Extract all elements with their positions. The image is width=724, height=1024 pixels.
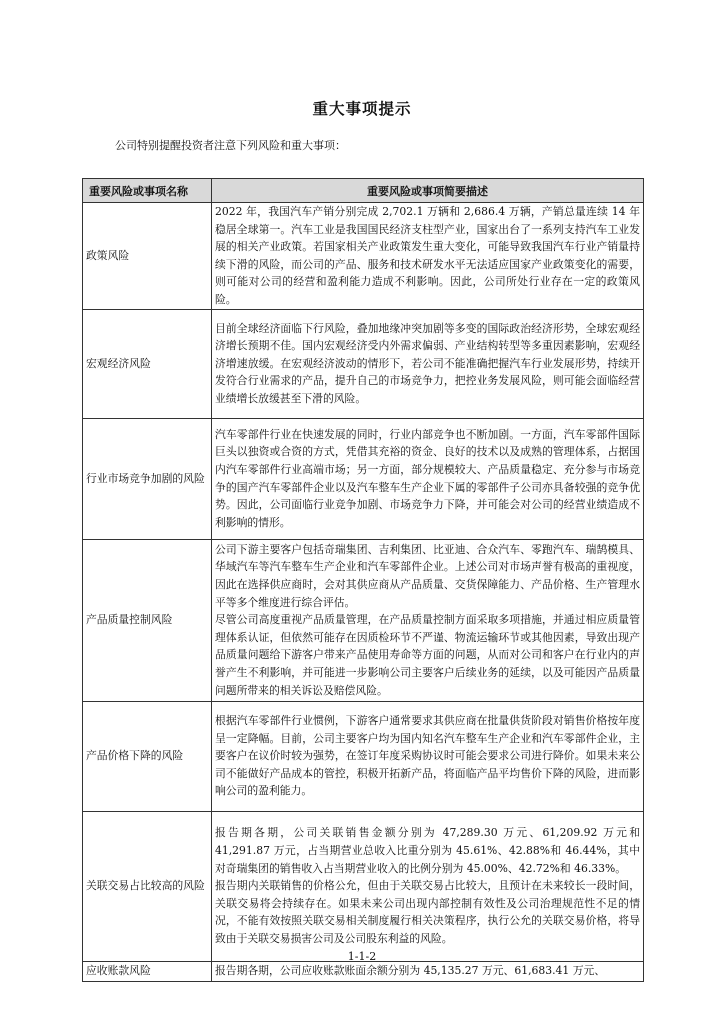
table-header-row [83, 179, 644, 203]
description-paragraph: 2022 年，我国汽车产销分别完成 2,702.1 万辆和 2,686.4 万辆，产销总量连续 14 年稳居全球第一。汽车工业是我国国民经济支柱型产业，国家出台了一系列支持汽车工业发展的相关产业政策。若国家相关产业政策发生重大变化，可能导致我国汽车行业产销量持续下滑的风险，而公司的产品、服务和技术研发水平无法适应国家产业政策变化的需要，则可能对公司的经营和盈利能力造成不利影响。因此，公司所处行业存在一定的政策风险。 [215, 205, 640, 306]
risk-name: 行业市场竞争加剧的风险 [83, 418, 212, 539]
description-paragraph: 报告期各期，公司关联销售金额分别为 47,289.30 万元、61,209.92 万元和 41,291.87 万元，占当期营业总收入比重分别为 45.61%、42.88%和 46.44%，其中对奇瑞集团的销售收入占当期营业收入的比例分别为 45.00%、42.72%和 46.33%。 [215, 826, 640, 875]
risk-description [212, 961, 644, 981]
intro-text: 公司特别提醒投资者注意下列风险和重大事项： [115, 139, 346, 152]
column-header-name: 重要风险或事项名称 [83, 179, 212, 203]
risk-name: 政策风险 [83, 203, 212, 310]
table-row [83, 961, 644, 981]
risk-name: 应收账款风险 [83, 961, 212, 981]
description-paragraph: 汽车零部件行业在快速发展的同时，行业内部竞争也不断加剧。一方面，汽车零部件国际巨头以独资或合资的方式，凭借其充裕的资金、良好的技术以及成熟的管理体系，占据国内汽车零部件行业高端市场；另一方面，部分规模较大、产品质量稳定、充分参与市场竞争的国产汽车零部件企业以及汽车整车生产企业下属的零部件子公司亦具备较强的竞争优势。因此，公司面临行业竞争加剧、市场竞争力下降，并可能会对公司的经营业绩造成不利影响的情形。 [215, 427, 640, 529]
table-row [83, 701, 644, 811]
risk-name: 产品质量控制风险 [83, 539, 212, 701]
table-row [83, 203, 644, 310]
description-paragraph: 报告期内关联销售的价格公允，但由于关联交易占比较大，且预计在未来较长一段时间，关联交易将会持续存在。如果未来公司出现内部控制有效性及公司治理规范性不足的情况，不能有效按照关联交易相关制度履行相关决策程序，执行公允的关联交易价格，将导致由于关联交易损害公司及公司股东利益的风险。 [215, 879, 640, 946]
risk-table [82, 178, 644, 982]
column-header-description: 重要风险或事项简要描述 [212, 179, 644, 203]
page-title: 重大事项提示 [312, 99, 412, 118]
risk-name: 产品价格下降的风险 [83, 701, 212, 811]
description-paragraph: 目前全球经济面临下行风险，叠加地缘冲突加剧等多变的国际政治经济形势，全球宏观经济增长预期不佳。国内宏观经济受内外需求偏弱、产业结构转型等多重因素影响，宏观经济增速放缓。在宏观经济波动的情形下，若公司不能准确把握汽车行业发展形势，持续开发符合行业需求的产品，提升自己的市场竞争力，把控业务发展风险，则可能会面临经营业绩增长放缓甚至下滑的风险。 [215, 321, 640, 405]
risk-description [212, 701, 644, 811]
table-row [83, 539, 644, 701]
risk-description [212, 418, 644, 539]
risk-description [212, 309, 644, 418]
page-number: 1-1-2 [347, 950, 377, 963]
description-paragraph: 尽管公司高度重视产品质量管理，在产品质量控制方面采取多项措施，并通过相应质量管理体系认证，但依然可能存在因质检环节不严谨、物流运输环节或其他因素，导致出现产品质量问题给下游客户带来产品使用寿命等方面的问题，从而对公司和客户在行业内的声誉产生不利影响，并可能进一步影响公司主要客户后续业务的延续，以及可能因产品质量问题所带来的相关诉讼及赔偿风险。 [215, 613, 640, 697]
risk-name: 宏观经济风险 [83, 309, 212, 418]
table-row [83, 309, 644, 418]
risk-name: 关联交易占比较高的风险 [83, 811, 212, 961]
risk-description [212, 811, 644, 961]
description-paragraph: 报告期各期，公司应收账款账面余额分别为 45,135.27 万元、61,683.41 万元、 [215, 964, 606, 978]
table-row [83, 418, 644, 539]
description-paragraph: 根据汽车零部件行业惯例，下游客户通常要求其供应商在批量供货阶段对销售价格按年度呈一定降幅。目前，公司主要客户均为国内知名汽车整车生产企业和汽车零部件企业，主要客户在议价时较为强势，在签订年度采购协议时可能会要求公司进行降价。如果未来公司不能做好产品成本的管控，积极开拓新产品，将面临产品平均售价下降的风险，进而影响公司的盈利能力。 [215, 714, 640, 798]
risk-description [212, 539, 644, 701]
description-paragraph: 公司下游主要客户包括奇瑞集团、吉利集团、比亚迪、合众汽车、零跑汽车、瑞鹄模具、华域汽车等汽车整车生产企业和汽车零部件企业。上述公司对市场声誉有极高的重视度，因此在选择供应商时，会对其供应商从产品质量、交货保障能力、产品价格、生产管理水平等多个维度进行综合评估。 [215, 542, 640, 609]
risk-description [212, 203, 644, 310]
table-row [83, 811, 644, 961]
